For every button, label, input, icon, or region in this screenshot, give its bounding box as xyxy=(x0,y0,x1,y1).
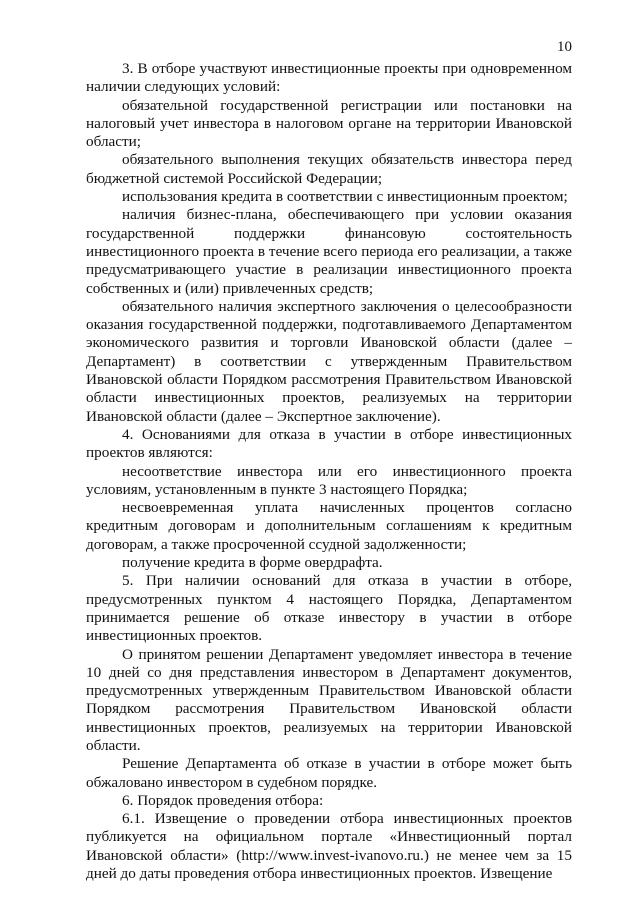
paragraph: О принятом решении Департамент уведомляет инвестора в течение 10 дней со дня представления инвестором в Департамент документов, предусмотренных утвержденным Правительством Ивановской области Порядком рассмотрения Правительством Ивановской области инвестиционных проектов, реализуемых на территории Ивановской области. xyxy=(86,645,572,754)
paragraph: 3. В отборе участвуют инвестиционные проекты при одновременном наличии следующих условий: xyxy=(86,60,572,96)
paragraph: 6.1. Извещение о проведении отбора инвестиционных проектов публикуется на официальном портале «Инвестиционный портал Ивановской области» (http://www.invest-ivanovo.ru.) не менее чем за 15 дней до даты проведения отбора инвестиционных проектов. Извещение xyxy=(86,810,572,883)
paragraph: получение кредита в форме овердрафта. xyxy=(122,554,383,572)
paragraph: использования кредита в соответствии с инвестиционным проектом; xyxy=(122,188,568,206)
document-body xyxy=(86,60,572,883)
paragraph: 6. Порядок проведения отбора: xyxy=(122,791,324,809)
paragraph: несвоевременная уплата начисленных процентов согласно кредитным договорам и дополнительным соглашениям к кредитным договорам, а также просроченной ссудной задолженности; xyxy=(86,499,572,553)
paragraph: Решение Департамента об отказе в участии в отборе может быть обжаловано инвестором в судебном порядке. xyxy=(86,755,572,791)
paragraph: 4. Основаниями для отказа в участии в отборе инвестиционных проектов являются: xyxy=(86,425,572,462)
paragraph: обязательного наличия экспертного заключения о целесообразности оказания государственной поддержки, подготавливаемого Департаментом экономического развития и торговли Ивановской области (далее – Департамент) в соответствии с утвержденным Правительством Ивановской области Порядком рассмотрения Правительством Ивановской области инвестиционных проектов, реализуемых на территории Ивановской области (далее – Экспертное заключение). xyxy=(86,297,572,425)
paragraph: обязательного выполнения текущих обязательств инвестора перед бюджетной системой Российской Федерации; xyxy=(86,151,572,187)
page-number: 10 xyxy=(557,39,572,55)
paragraph: обязательной государственной регистрации или постановки на налоговый учет инвестора в налоговом органе на территории Ивановской области; xyxy=(86,96,572,151)
paragraph: 5. При наличии оснований для отказа в участии в отборе, предусмотренных пунктом 4 настоящего Порядка, Департаментом принимается решение об отказе инвестору в участии в отборе инвестиционных проектов. xyxy=(86,572,572,645)
paragraph: несоответствие инвестора или его инвестиционного проекта условиям, установленным в пункте 3 настоящего Порядка; xyxy=(86,462,572,498)
paragraph: наличия бизнес-плана, обеспечивающего при условии оказания государственной поддержки финансовую состоятельность инвестиционного проекта в течение всего периода его реализации, а также предусматривающего участие в реализации инвестиционного проекта собственных и (или) привлеченных средств; xyxy=(86,206,572,297)
